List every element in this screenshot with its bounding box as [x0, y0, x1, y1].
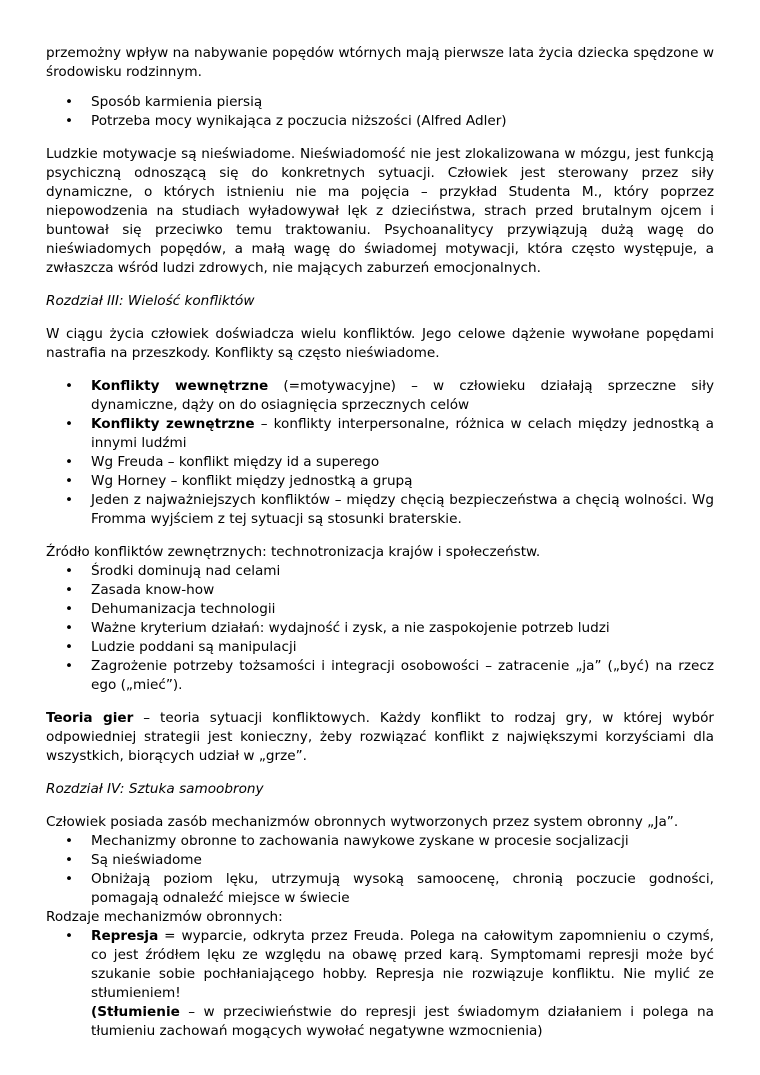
sources-list — [46, 562, 714, 695]
conflicts-list — [46, 377, 714, 529]
list-item-text: = wyparcie, odkryta przez Freuda. Polega na całowitym zapomnieniu o czymś, co jest źródłem lęku ze względu na obawę przed karą. Symptomami represji może być szukanie sobie pochłaniającego hobby. Represja nie rozwiązuje konfliktu. Nie mylić ze stłumieniem! — [91, 928, 714, 1001]
list-item: • Obniżają poziom lęku, utrzymują wysoką samoocenę, chronią poczucie godności, pomagają odnaleźć miejsce w świecie — [91, 870, 714, 908]
list-item — [91, 415, 714, 453]
list-item: • Są nieświadome — [91, 851, 714, 870]
defense-intro: Człowiek posiada zasób mechanizmów obronnych wytworzonych przez system obronny „Ja”. — [46, 814, 679, 830]
term-internal-conflicts: Konflikty wewnętrzne — [91, 378, 269, 394]
list-item: • Sposób karmienia piersią — [91, 93, 714, 112]
term-game-theory: Teoria gier — [46, 710, 134, 726]
list-item — [91, 927, 714, 1041]
intro-paragraph: przemożny wpływ na nabywanie popędów wtórnych mają pierwsze lata życia dziecka spędzone w środowisku rodzinnym. — [46, 45, 714, 80]
list-item — [91, 377, 714, 415]
list-item-text: (=motywacyjne) – w człowieku działają sprzeczne siły dynamiczne, dąży on do osiagnięcia sprzecznych celów — [91, 378, 714, 413]
term-external-conflicts: Konflikty zewnętrzne — [91, 416, 255, 432]
sources-intro: Źródło konfliktów zewnętrznych: technotronizacja krajów i społeczeństw. — [46, 544, 541, 560]
list-item: • Ludzie poddani są manipulacji — [91, 638, 714, 657]
list-item: • Zasada know-how — [91, 581, 714, 600]
mechanisms-list — [46, 927, 714, 1041]
motivation-paragraph: Ludzkie motywacje są nieświadome. Nieświadomość nie jest zlokalizowana w mózgu, jest funkcją psychiczną odnoszącą się do konkretnych sytuacji. Człowiek jest sterowany przez siły dynamiczne, o których istnieniu nie ma pojęcia – przykład Studenta M., który poprzez niepowodzenia na studiach wyładowywał lęk z dzieciństwa, strach przed brutalnym ojcem i buntował się przeciwko temu traktowaniu. Psychoanalitycy przywiązują dużą wagę do nieświadomych popędów, a małą wagę do świadomej motywacji, która często występuje, a zwłaszcza wśród ludzi zdrowych, nie mających zaburzeń emocjonalnych. — [46, 146, 714, 276]
suppression-note — [91, 1003, 714, 1041]
defense-list — [46, 832, 714, 908]
feeding-list — [46, 93, 714, 131]
list-item: • Zagrożenie potrzeby tożsamości i integracji osobowości – zatracenie „ja” („być) na rzecz ego („mieć”). — [91, 657, 714, 695]
list-item: • Wg Horney – konflikt między jednostką a grupą — [91, 472, 714, 491]
types-intro: Rodzaje mechanizmów obronnych: — [46, 909, 283, 925]
chapter-4-heading: Rozdział IV: Sztuka samoobrony — [46, 781, 264, 797]
list-item: • Wg Freuda – konflikt między id a superego — [91, 453, 714, 472]
list-item: • Jeden z najważniejszych konfliktów – między chęcią bezpieczeństwa a chęcią wolności. Wg Fromma wyjściem z tej sytuacji są stosunki braterskie. — [91, 491, 714, 529]
conflicts-paragraph: W ciągu życia człowiek doświadcza wielu konfliktów. Jego celowe dążenie wywołane popędami nastrafia na przeszkody. Konflikty są często nieświadome. — [46, 326, 714, 361]
term-suppression: (Stłumienie — [91, 1004, 180, 1020]
list-item: • Ważne kryterium działań: wydajność i zysk, a nie zaspokojenie potrzeb ludzi — [91, 619, 714, 638]
list-item: • Dehumanizacja technologii — [91, 600, 714, 619]
game-theory-paragraph — [46, 709, 714, 766]
list-item: • Mechanizmy obronne to zachowania nawykowe zyskane w procesie socjalizacji — [91, 832, 714, 851]
term-repression: Represja — [91, 928, 159, 944]
document-page — [46, 44, 714, 1041]
note-text: – w przeciwieństwie do represji jest świadomym działaniem i polega na tłumieniu zachowań mogących wywołać negatywne wzmocnienia) — [91, 1004, 714, 1039]
list-item-text: – konflikty interpersonalne, różnica w celach między jednostką a innymi ludźmi — [91, 416, 715, 451]
paragraph-text: – teoria sytuacji konfliktowych. Każdy konflikt to rodzaj gry, w której wybór odpowiedniej strategii jest konieczny, żeby rozwiązać konflikt z największymi korzyściami dla wszystkich, biorących udział w „grze”. — [46, 710, 715, 764]
chapter-3-heading: Rozdział III: Wielość konfliktów — [46, 293, 255, 309]
list-item: • Środki dominują nad celami — [91, 562, 714, 581]
list-item: • Potrzeba mocy wynikająca z poczucia niższości (Alfred Adler) — [91, 112, 714, 131]
